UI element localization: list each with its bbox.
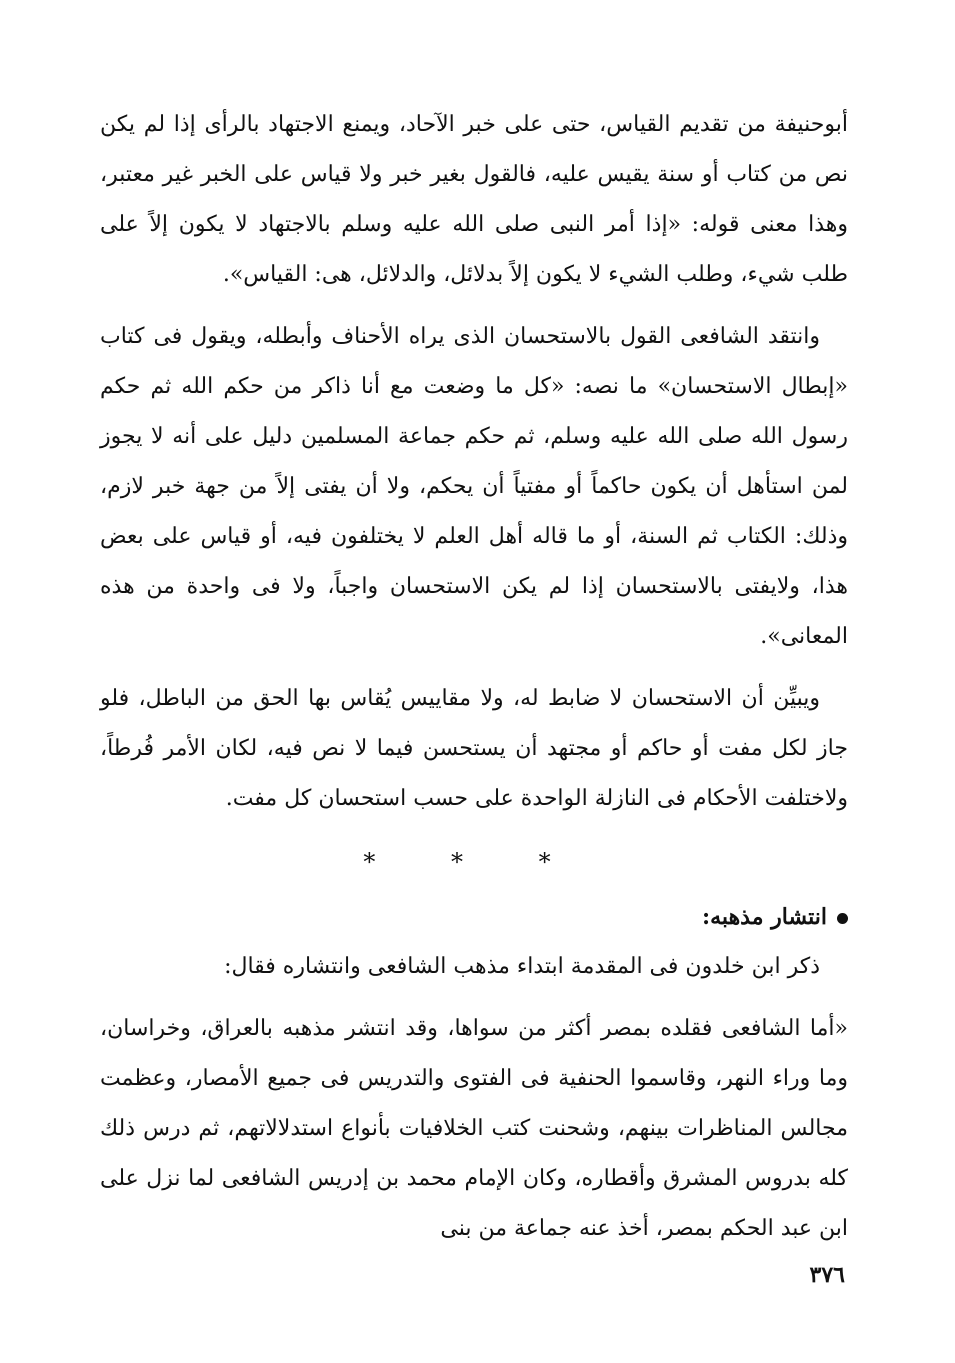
- section-heading-text: انتشار مذهبه:: [702, 904, 827, 930]
- paragraph-2: وانتقد الشافعى القول بالاستحسان الذى يراه الأحناف وأبطله، ويقول فى كتاب «إبطال الاستحسان» ما نصه: «كل ما وضعت مع أنا ذاكر من حكم الله ثم حكم رسول الله صلى الله عليه وسلم، ثم حكم جماعة المسلمين دليل على أنه لا يجوز لمن استأهل أن يكون حاكماً أو مفتياً أن يحكم، ولا أن يفتى إلاً من جهة خبر لازم، وذلك: الكتاب ثم السنة، أو ما قاله أهل العلم لا يختلفون فيه، أو قياس على بعض هذا، ولايفتى بالاستحسان إذا لم يكن الاستحسان واجباً، ولا فى واحدة من هذه المعانى».: [100, 324, 848, 649]
- section-heading: [100, 892, 848, 942]
- paragraph-4: ذكر ابن خلدون فى المقدمة ابتداء مذهب الشافعى وانتشاره فقال:: [224, 954, 820, 979]
- page-body: [100, 100, 848, 1254]
- paragraph-1: أبوحنيفة من تقديم القياس، حتى على خبر الآحاد، ويمنع الاجتهاد بالرأى إذا لم يكن نص من كتاب أو سنة يقيس عليه، فالقول بغير خبر ولا قياس على الخبر غير معتبر، وهذا معنى قوله: «إذا أمر النبى صلى الله عليه وسلم بالاجتهاد لا يكون إلاً على طلب شيء، وطلب الشيء لا يكون إلاً بدلائل، والدلائل، هى: القياس».: [100, 112, 848, 287]
- paragraph-5: «أما الشافعى فقلده بمصر أكثر من سواها، وقد انتشر مذهبه بالعراق، وخراسان، وما وراء النهر، وقاسموا الحنفية فى الفتوى والتدريس فى جميع الأمصار، وعظمت مجالس المناظرات بينهم، وشحنت كتب الخلافيات بأنواع استدلالاتهم، ثم درس ذلك كله بدروس المشرق وأقطاره، وكان الإمام محمد بن إدريس الشافعى لما نزل على ابن عبد الحكم بمصر، أخذ عنه جماعة من بنى: [100, 1016, 848, 1241]
- page-number: ٣٧٦: [809, 1262, 845, 1288]
- bullet-icon: [837, 913, 848, 924]
- paragraph-3: ويبيِّن أن الاستحسان لا ضابط له، ولا مقاييس يُقاس بها الحق من الباطل، فلو جاز لكل مفت أو حاكم أو مجتهد أن يستحسن فيما لا نص فيه، لكان الأمر فُرطاً، ولاختلفت الأحكام فى النازلة الواحدة على حسب استحسان كل مفت.: [100, 686, 848, 811]
- section-separator: * * *: [363, 848, 585, 876]
